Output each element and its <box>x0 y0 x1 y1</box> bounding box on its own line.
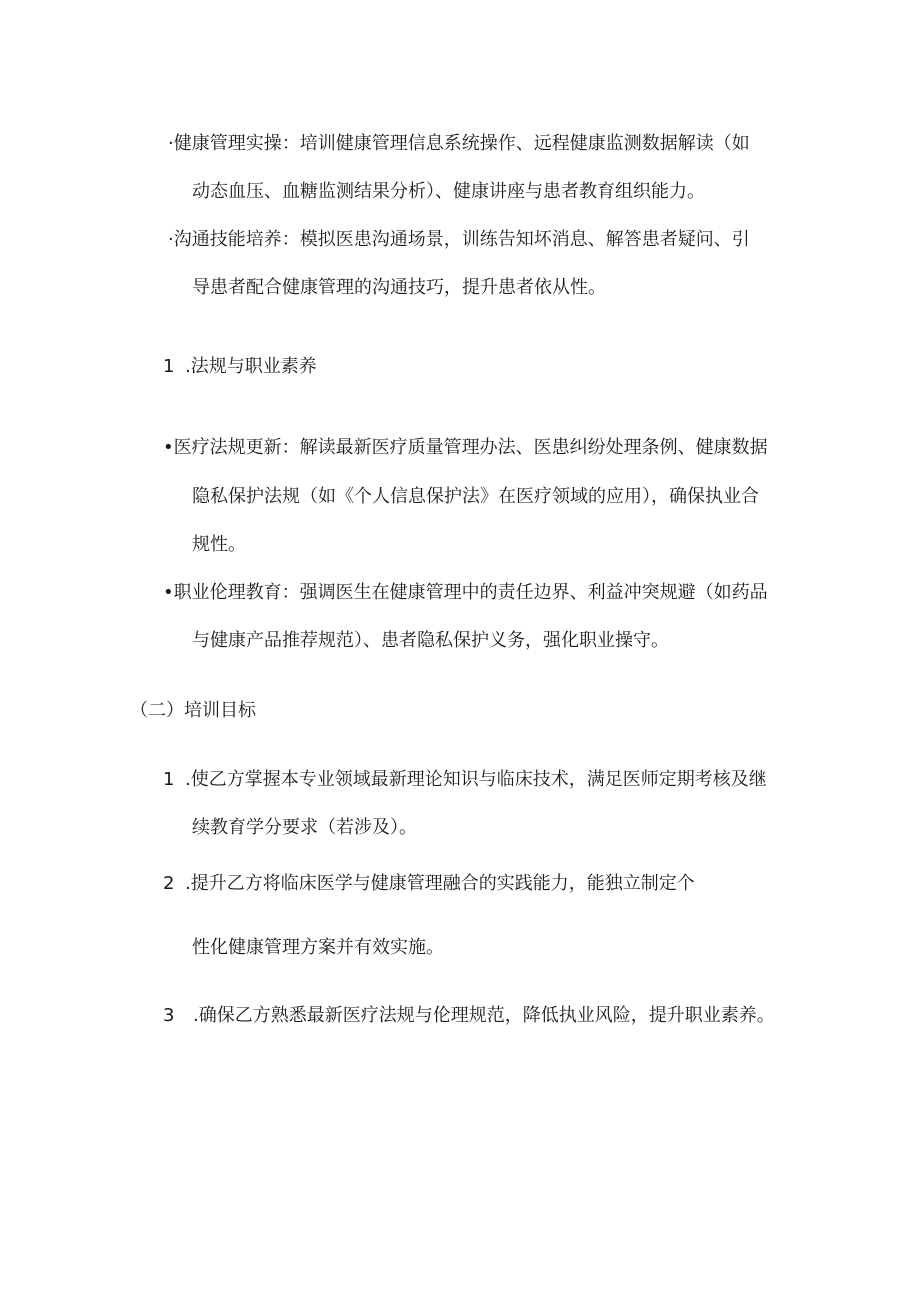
bullet-ethics-line2: 与健康产品推荐规范）、患者隐私保护义务，强化职业操守。 <box>192 630 669 651</box>
bullet-health-practice-line2: 动态血压、血糖监测结果分析）、健康讲座与患者教育组织能力。 <box>192 181 705 202</box>
bullet-text: 职业伦理教育：强调医生在健康管理中的责任边界、利益冲突规避（如药品 <box>173 582 768 603</box>
bullet-communication-line2: 导患者配合健康管理的沟通技巧，提升患者依从性。 <box>192 277 606 298</box>
goal-number: 2 <box>163 873 175 894</box>
bullet-law-update-line1 <box>163 436 768 460</box>
bullet-marker: • <box>163 582 174 603</box>
bullet-marker: · <box>168 229 174 250</box>
goals-heading: （二）培训目标 <box>130 700 256 721</box>
law-heading-text: .法规与职业素养 <box>185 356 317 377</box>
goal-text: .确保乙方熟悉最新医疗法规与伦理规范，降低执业风险，提升职业素养。 <box>193 1005 775 1026</box>
goal-item-2-line1 <box>163 872 695 896</box>
law-heading <box>163 355 317 379</box>
law-heading-number: 1 <box>163 356 175 377</box>
goal-number: 1 <box>163 769 175 790</box>
goal-item-1-line2: 续教育学分要求（若涉及）。 <box>192 817 417 838</box>
goal-text: .提升乙方将临床医学与健康管理融合的实践能力，能独立制定个 <box>185 873 695 894</box>
bullet-ethics-line1 <box>163 581 768 605</box>
bullet-law-update-line2: 隐私保护法规（如《个人信息保护法》在医疗领域的应用），确保执业合 <box>192 486 759 507</box>
goal-number: 3 <box>163 1005 175 1026</box>
goal-text: .使乙方掌握本专业领域最新理论知识与临床技术，满足医师定期考核及继 <box>185 769 767 790</box>
goal-item-1-line1 <box>163 768 767 792</box>
bullet-law-update-line3: 规性。 <box>192 534 246 555</box>
bullet-text: 医疗法规更新：解读最新医疗质量管理办法、医患纠纷处理条例、健康数据 <box>173 437 768 458</box>
bullet-text: 沟通技能培养：模拟医患沟通场景，训练告知坏消息、解答患者疑问、引 <box>173 229 750 250</box>
goal-item-2-line2: 性化健康管理方案并有效实施。 <box>192 937 444 958</box>
bullet-marker: • <box>163 437 174 458</box>
goal-item-3-line1 <box>163 1004 775 1028</box>
bullet-health-practice-line1 <box>168 132 750 156</box>
bullet-communication-line1 <box>168 228 750 252</box>
bullet-marker: · <box>168 133 174 154</box>
bullet-text: 健康管理实操：培训健康管理信息系统操作、远程健康监测数据解读（如 <box>173 133 750 154</box>
